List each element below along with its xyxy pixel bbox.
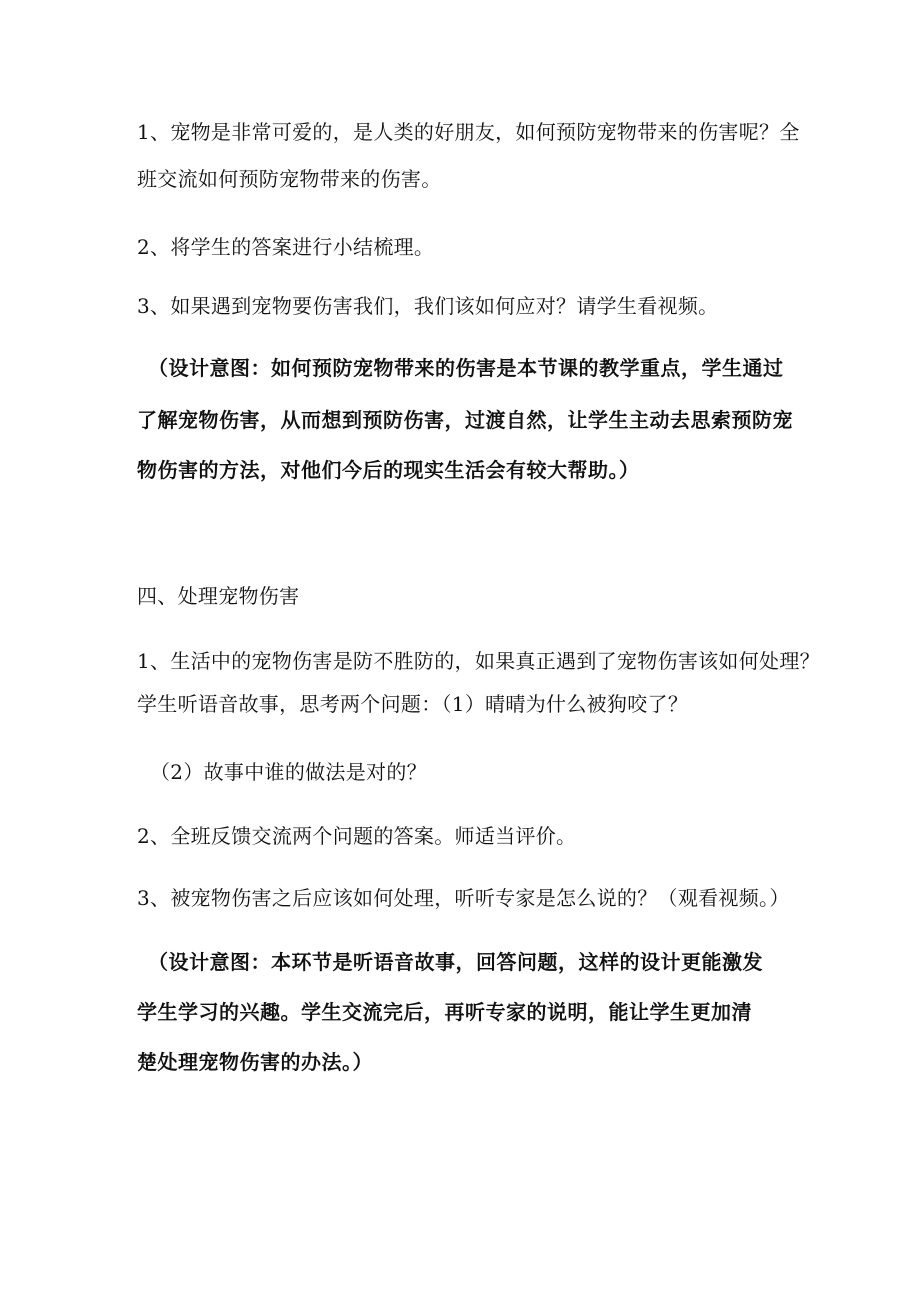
s3-item3: 3、如果遇到宠物要伤害我们，我们该如何应对？请学生看视频。	[137, 294, 719, 318]
s4-item1-line2: 学生听语音故事，思考两个问题：（1）晴晴为什么被狗咬了？	[137, 692, 689, 716]
s3-item2: 2、将学生的答案进行小结梳理。	[137, 235, 435, 259]
s4-item1-line1: 1、生活中的宠物伤害是防不胜防的，如果真正遇到了宠物伤害该如何处理？	[137, 649, 820, 673]
s4-item1-line3: （2）故事中谁的做法是对的？	[150, 760, 427, 784]
s4-item2: 2、全班反馈交流两个问题的答案。师适当评价。	[137, 824, 577, 848]
s3-design-intent-line1: （设计意图：如何预防宠物带来的伤害是本节课的教学重点，学生通过	[148, 356, 784, 380]
s3-item1-line2: 班交流如何预防宠物带来的伤害。	[137, 167, 442, 191]
s4-design-intent-line3: 楚处理宠物伤害的办法。）	[137, 1050, 373, 1074]
s4-item3: 3、被宠物伤害之后应该如何处理，听听专家是怎么说的？（观看视频。）	[137, 886, 790, 910]
s3-design-intent-line2: 了解宠物伤害，从而想到预防伤害，过渡自然，让学生主动去思索预防宠	[137, 408, 793, 432]
s3-item1-line1: 1、宠物是非常可爱的，是人类的好朋友，如何预防宠物带来的伤害呢？全	[137, 120, 800, 144]
s3-design-intent-line3: 物伤害的方法，对他们今后的现实生活会有较大帮助。）	[137, 458, 640, 482]
s4-design-intent-line2: 学生学习的兴趣。学生交流完后，再听专家的说明，能让学生更加清	[137, 1000, 752, 1024]
s4-heading: 四、处理宠物伤害	[137, 584, 300, 608]
s4-design-intent-line1: （设计意图：本环节是听语音故事，回答问题，这样的设计更能激发	[148, 950, 763, 974]
